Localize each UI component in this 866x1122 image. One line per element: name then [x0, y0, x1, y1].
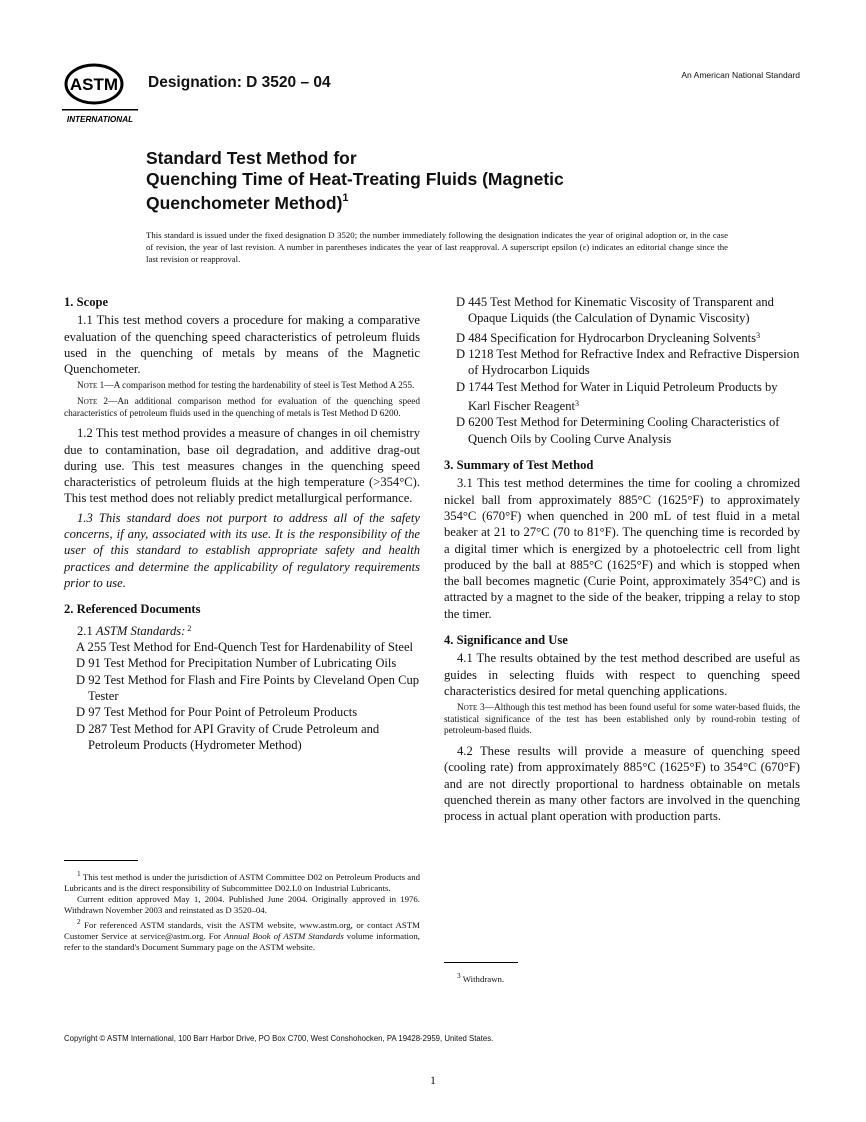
ref-d1744-mark: 3 — [575, 398, 580, 408]
title-line-3-text: Quenchometer Method) — [146, 192, 343, 213]
logo-subtext: INTERNATIONAL — [66, 115, 134, 124]
right-column — [444, 294, 800, 827]
footnote-2-text-b: volume information, refer to the standard's Document Summary page on the ASTM website. — [64, 930, 420, 952]
footnote-3-mark: 3 — [457, 971, 461, 980]
section-significance-heading: 4. Significance and Use — [444, 633, 568, 648]
astm-logo — [62, 62, 140, 128]
paragraph-4-1: 4.1 The results obtained by the test method described are useful as guides in selecting fluids with respect to quenching speed characteristics desired for metal quenching applications. — [444, 651, 800, 698]
footnote-2-text-a: For referenced ASTM standards, visit the ASTM website, www.astm.org, or contact ASTM Customer Service at service@astm.org. For — [64, 919, 420, 941]
ref-d445: D 445 Test Method for Kinematic Viscosity of Transparent and Opaque Liquids (the Calculation of Dynamic Viscosity) — [456, 295, 774, 326]
ref-d91: D 91 Test Method for Precipitation Number of Lubricating Oils — [76, 656, 397, 671]
note-1-text: —A comparison method for testing the hardenability of steel is Test Method A 255. — [104, 381, 415, 392]
astm-standards-number: 2.1 — [77, 623, 96, 638]
footnotes-left — [64, 868, 420, 953]
ref-d1218: D 1218 Test Method for Refractive Index and Refractive Dispersion of Hydrocarbon Liquids — [456, 347, 800, 378]
left-column — [64, 294, 420, 753]
note-3-label: Note 3 — [457, 703, 485, 714]
footnote-1-text: This test method is under the jurisdiction of ASTM Committee D02 on Petroleum Products and Lubricants and is the direct responsibility of Subcommittee D02.L0 on Industrial Lubricants. — [64, 871, 421, 893]
title-line-2: Quenching Time of Heat-Treating Fluids (Magnetic — [146, 168, 564, 189]
paragraph-1-1: 1.1 This test method covers a procedure for making a comparative evaluation of the quenching speed characteristics of petroleum fluids used in the quenching of metals by means of the Magnetic Quenchometer. — [64, 313, 420, 377]
title-footnote-mark: 1 — [342, 192, 349, 204]
footnote-1-edition: Current edition approved May 1, 2004. Published June 2004. Originally approved in 1976. Withdrawn November 2003 and reinstated as D 3520–04. — [64, 893, 420, 915]
footnote-2-italic: Annual Book of ASTM Standards — [224, 930, 344, 941]
footnote-1 — [64, 868, 420, 894]
footnote-rule-right — [444, 962, 518, 963]
national-standard-label: An American National Standard — [681, 70, 800, 80]
paragraph-1-2: 1.2 This test method provides a measure of changes in oil chemistry due to contamination, base oil degradation, and additive drag-out during use. This test measures changes in the quenching speed characteristics of petroleum fluids at the high temperature (>354°C). This test method does not reliably predict metallurgical performance. — [64, 426, 420, 506]
ref-d484-text: D 484 Specification for Hydrocarbon Drycleaning Solvents — [456, 330, 757, 345]
note-2-label: Note 2 — [77, 397, 109, 408]
note-2-text: —An additional comparison method for evaluation of the quenching speed characteristics of petroleum fluids used in the quenching of metals is Test Method D 6200. — [64, 397, 421, 419]
logo-text: ASTM — [69, 75, 119, 94]
ref-d484-mark: 3 — [756, 330, 761, 340]
note-2 — [64, 397, 420, 420]
section-summary-heading: 3. Summary of Test Method — [444, 458, 594, 473]
document-title — [146, 148, 706, 213]
footnotes-right — [444, 970, 800, 985]
paragraph-1-3: 1.3 This standard does not purport to address all of the safety concerns, if any, associated with its use. It is the responsibility of the user of this standard to establish appropriate safety and health practices and determine the applicability of regulatory requirements prior to use. — [64, 510, 420, 590]
footnote-1-mark: 1 — [77, 869, 81, 878]
note-3 — [444, 703, 800, 738]
ref-d1744 — [444, 379, 800, 415]
ref-d1744-text: D 1744 Test Method for Water in Liquid Petroleum Products by Karl Fischer Reagent — [456, 379, 778, 414]
note-3-text: —Although this test method has been found useful for some water-based fluids, the statistical significance of the test has been established only by round-robin testing of petroleum-based fluids. — [444, 703, 801, 737]
section-scope-heading: 1. Scope — [64, 295, 109, 309]
footnote-2-mark: 2 — [77, 916, 81, 926]
footnote-3-text: Withdrawn. — [462, 973, 505, 984]
footnote-3 — [444, 970, 800, 985]
astm-standards-label — [64, 620, 420, 639]
astm-standards-mark: 2 — [185, 623, 192, 633]
ref-d6200: D 6200 Test Method for Determining Cooling Characteristics of Quench Oils by Cooling Curve Analysis — [456, 415, 780, 446]
section-referenced-heading: 2. Referenced Documents — [64, 602, 201, 617]
paragraph-3-1: 3.1 This test method determines the time for cooling a chromized nickel ball from approximately 885°C (1625°F) to approximately 354°C (670°F) when quenched in 200 mL of test fluid in a metal beaker at 21 to 27°C (70 to 81°F). The quenching time is recorded by a digital timer which is energized by a photoelectric cell from light produced by the ball at 885°C (1625°F) and which is stopped when the ball becomes magnetic (Curie Point, approximately 354°C) and is attracted by a magnet to the side of the beaker, tripping a relay to stop the timer. — [444, 476, 800, 621]
ref-d92: D 92 Test Method for Flash and Fire Points by Cleveland Open Cup Tester — [76, 672, 420, 703]
ref-d484 — [444, 327, 800, 346]
copyright-notice: Copyright © ASTM International, 100 Barr Harbor Drive, PO Box C700, West Conshohocken, PA 19428-2959, United States. — [64, 1034, 494, 1043]
astm-standards-title: ASTM Standards: — [95, 623, 186, 638]
paragraph-4-2: 4.2 These results will provide a measure of quenching speed (cooling rate) from approximately 885°C (1625°F) to 354°C (670°F) and are not directly proportional to hardness obtainable on metals quenched therein as many other factors are involved in the quenching process in actual plant operation with production parts. — [444, 743, 800, 824]
footnote-rule-left — [64, 860, 138, 861]
title-line-3 — [146, 189, 706, 213]
ref-d97: D 97 Test Method for Pour Point of Petroleum Products — [76, 705, 358, 720]
issuance-statement: This standard is issued under the fixed designation D 3520; the number immediately following the designation indicates the year of original adoption or, in the case of revision, the year of last revision. A number in parentheses indicates the year of last reapproval. A superscript epsilon (ε) indicates an editorial change since the last revision or reapproval. — [146, 230, 728, 264]
ref-a255: A 255 Test Method for End-Quench Test for Hardenability of Steel — [76, 640, 414, 655]
designation: Designation: D 3520 – 04 — [148, 74, 331, 91]
page-number: 1 — [430, 1073, 436, 1087]
note-1 — [64, 381, 420, 393]
note-1-label: Note 1 — [77, 381, 105, 392]
title-line-1: Standard Test Method for — [146, 148, 357, 168]
footnote-2 — [64, 916, 420, 953]
ref-d287: D 287 Test Method for API Gravity of Crude Petroleum and Petroleum Products (Hydrometer Method) — [76, 721, 380, 752]
